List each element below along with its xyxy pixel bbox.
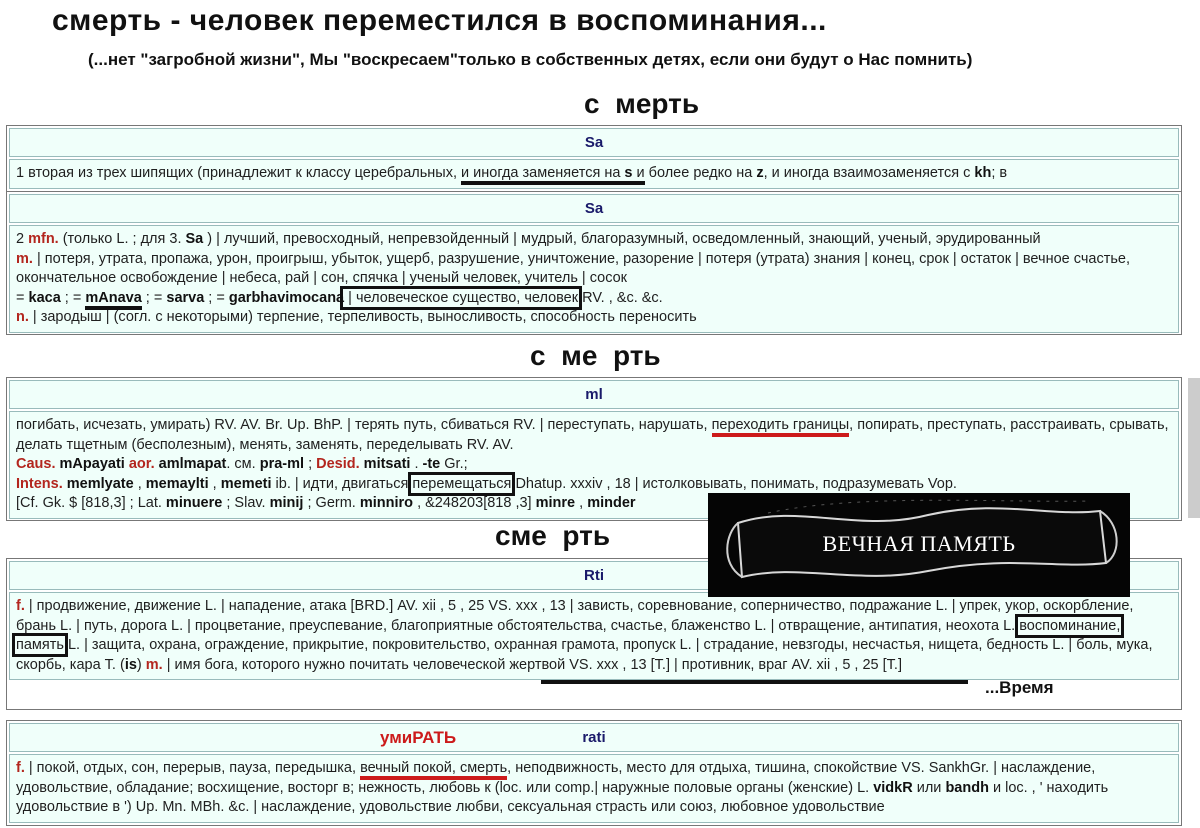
def-keyword: minder — [587, 495, 636, 511]
def-keyword: minniro — [359, 495, 414, 511]
def-keyword: s — [624, 165, 633, 181]
def-text: [Cf. Gk. $ [818,3] ; Lat. — [16, 495, 166, 511]
def-text: , &248203[818 ,3] — [413, 495, 536, 511]
time-annotation: ...Время — [985, 678, 1054, 697]
entry-definition — [10, 593, 1178, 679]
def-keyword: mitsati — [359, 456, 411, 472]
def-keyword: minre — [535, 495, 576, 511]
def-text: (только L. ; для 3. — [58, 231, 186, 247]
def-text: | зародыш | (согл. с некоторыми) терпение, терпеливость, выносливость, способность переносить — [28, 309, 697, 325]
grammar-tag: m. — [16, 250, 33, 267]
def-text: ; — [304, 456, 317, 472]
entry-header — [9, 194, 1179, 223]
entry-body — [9, 225, 1179, 333]
underlined-phrase — [461, 165, 645, 185]
def-text: и иногда заменяется на — [461, 165, 625, 181]
def-text: ; Germ. — [303, 495, 360, 511]
def-keyword-underlined: mAnava — [85, 290, 141, 310]
umirat-annotation: умиРАТЬ — [380, 728, 457, 747]
def-text: погибать, исчезать, умирать) RV. AV. Br. Up. BhP. | терять путь, сбиваться RV. | переступать, нарушать, — [16, 417, 712, 433]
page-subtitle: (...нет "загробной жизни", Мы "воскресаем"только в собственных детях, если они будут о Нас помнить) — [88, 50, 973, 69]
boxed-phrase: | человеческое существо, человек — [344, 289, 579, 306]
entry-headword[interactable]: Sa — [584, 200, 604, 217]
grammar-tag: f. — [16, 598, 25, 614]
entry-definition — [10, 160, 1178, 188]
def-keyword: memlyate — [62, 475, 134, 492]
def-keyword: garbhavimocana — [228, 289, 345, 306]
underline-mark — [541, 680, 968, 684]
entry-body — [9, 754, 1179, 823]
def-text: ; Slav. — [222, 495, 270, 511]
scrollbar[interactable] — [1188, 378, 1200, 518]
def-text: и loc. , ' находить удовольствие в ') Up. Mn. MBh. &c. | наслаждение, удовольствие любви, сексуальная страсть или союз, любовное удовольствие — [16, 779, 1109, 815]
def-keyword: memeti — [220, 475, 272, 492]
def-text: . см. — [226, 456, 260, 472]
entry-header — [9, 380, 1179, 409]
def-keyword: pra-ml — [259, 456, 305, 472]
def-keyword: vidkR — [873, 779, 913, 796]
def-text: | потеря, утрата, пропажа, урон, проигрыш, убыток, ущерб, разрушение, уничтожение, разорение | потеря (утрата) знания | конец, срок | остаток | вечное счастье, окончательное освобождение | небеса, рай | сон, спячка | ученый человек, учитель | сосок — [16, 250, 1130, 286]
underlined-phrase: переходить границы — [712, 417, 850, 437]
grammar-tag: mfn. — [28, 231, 59, 247]
grammar-tag: aor. — [128, 456, 155, 472]
dictionary-entry-rati — [6, 720, 1182, 826]
def-keyword: bandh — [945, 779, 989, 796]
def-keyword: Sa — [185, 231, 204, 247]
def-keyword: is — [124, 656, 137, 673]
underlined-phrase: вечный покой, смерть — [360, 760, 507, 780]
banner-text: ВЕЧНАЯ ПАМЯТЬ — [822, 531, 1016, 556]
dictionary-entry-sa-2 — [6, 191, 1182, 335]
entry-headword[interactable]: rati — [582, 729, 606, 746]
def-text: ) — [136, 656, 146, 673]
boxed-phrase: воспоминание, память — [16, 617, 1121, 653]
def-text: | имя бога, которого нужно почитать человеческой жертвой VS. xxx , 13 [T.] | противник, враг AV. xii , 5 , 25 [T.] — [162, 656, 902, 673]
def-keyword: minuere — [165, 495, 223, 511]
entry-headword[interactable]: ml — [585, 386, 603, 403]
entry-definition — [10, 226, 1178, 332]
def-text: | продвижение, движение L. | нападение, атака [BRD.] AV. xii , 5 , 25 VS. xxx , 13 | зависть, соревнование, соперничество, подражание L. | упрек, укор, оскорбление, брань L. | путь, дорога L. | процветание, преуспевание, благоприятные обстоятельства, счастье, блаженство L. | отвращение, антипатия, неохота L. — [16, 598, 1134, 634]
def-text: ; в — [991, 165, 1008, 181]
entry-body — [9, 592, 1179, 680]
def-keyword: -te — [422, 456, 441, 472]
def-text: ib. | идти, двигаться — [271, 475, 413, 492]
def-keyword: minij — [269, 495, 304, 511]
def-keyword: kh — [974, 165, 992, 181]
def-text: ; = — [204, 289, 229, 306]
def-text: . — [410, 456, 423, 472]
entry-headword[interactable]: Sa — [584, 134, 604, 151]
heading-smert-2: с ме рть — [530, 340, 661, 371]
grammar-tag: f. — [16, 760, 25, 776]
heading-smert-1: с мерть — [584, 88, 700, 119]
def-text: ) | лучший, превосходный, непревзойденный | мудрый, благоразумный, осведомленный, знающий, ученый, эрудированный — [203, 231, 1041, 247]
def-text: RV. , &c. &c. — [578, 289, 663, 306]
def-text: , и иногда взаимозаменяется с — [763, 165, 975, 181]
def-text: , — [575, 495, 588, 511]
def-text: , неподвижность, место для отдыха, тишина, спокойствие VS. SankhGr. | наслаждение, удовольствие, обладание; восхищение, восторг в; нежность, любовь к (loc. или comp.| наружные половые органы (женские) L. — [16, 760, 1096, 796]
def-text: , — [133, 475, 146, 492]
def-keyword: memaylti — [145, 475, 209, 492]
boxed-phrase: перемещаться — [412, 475, 512, 492]
def-text: ; = — [60, 289, 86, 306]
def-text: 2 — [16, 231, 29, 247]
entry-header — [9, 128, 1179, 157]
grammar-tag: m. — [145, 656, 163, 673]
def-text: L. | защита, охрана, ограждение, прикрытие, покровительство, охранная грамота, пропуск L. | страдание, невзгоды, несчастья, нищета, бедность L. | боль, мука, скорбь, кара T. ( — [16, 637, 1153, 673]
def-text: , — [208, 475, 221, 492]
grammar-tag: Desid. — [316, 456, 360, 472]
entry-header — [9, 723, 1179, 752]
entry-headword[interactable]: Rti — [584, 567, 604, 584]
def-text: или — [912, 779, 946, 796]
grammar-tag: n. — [16, 309, 29, 325]
dictionary-entry-sa-1 — [6, 125, 1182, 193]
def-keyword: z — [756, 165, 764, 181]
page-title: смерть - человек переместился в воспоминания... — [52, 4, 827, 37]
def-text: 1 вторая из трех шипящих (принадлежит к классу церебральных, — [16, 165, 462, 181]
def-keyword: amlmapat — [154, 456, 227, 472]
grammar-tag: Caus. — [16, 456, 56, 472]
def-keyword: mApayati — [55, 456, 129, 472]
def-text: , попирать, преступать, расстраивать, срывать, делать тщетным (бесполезным), менять, заменять, переделывать RV. AV. — [16, 417, 1169, 453]
heading-smert-3: сме рть — [495, 520, 611, 551]
entry-body — [9, 159, 1179, 189]
entry-definition — [10, 755, 1178, 822]
def-text: ; = — [141, 289, 167, 306]
eternal-memory-banner — [708, 493, 1130, 597]
grammar-tag: Intens. — [16, 475, 63, 492]
def-text: Gr.; — [440, 456, 468, 472]
def-keyword: sarva — [166, 289, 205, 306]
def-text: = — [16, 289, 29, 306]
def-keyword: kaca — [28, 289, 61, 306]
def-text: Dhatup. xxxiv , 18 | истолковывать, понимать, подразумевать Vop. — [511, 475, 957, 492]
def-text: и — [632, 165, 645, 181]
def-text: | покой, отдых, сон, перерыв, пауза, передышка, — [24, 760, 361, 776]
def-text: более редко на — [644, 165, 757, 181]
